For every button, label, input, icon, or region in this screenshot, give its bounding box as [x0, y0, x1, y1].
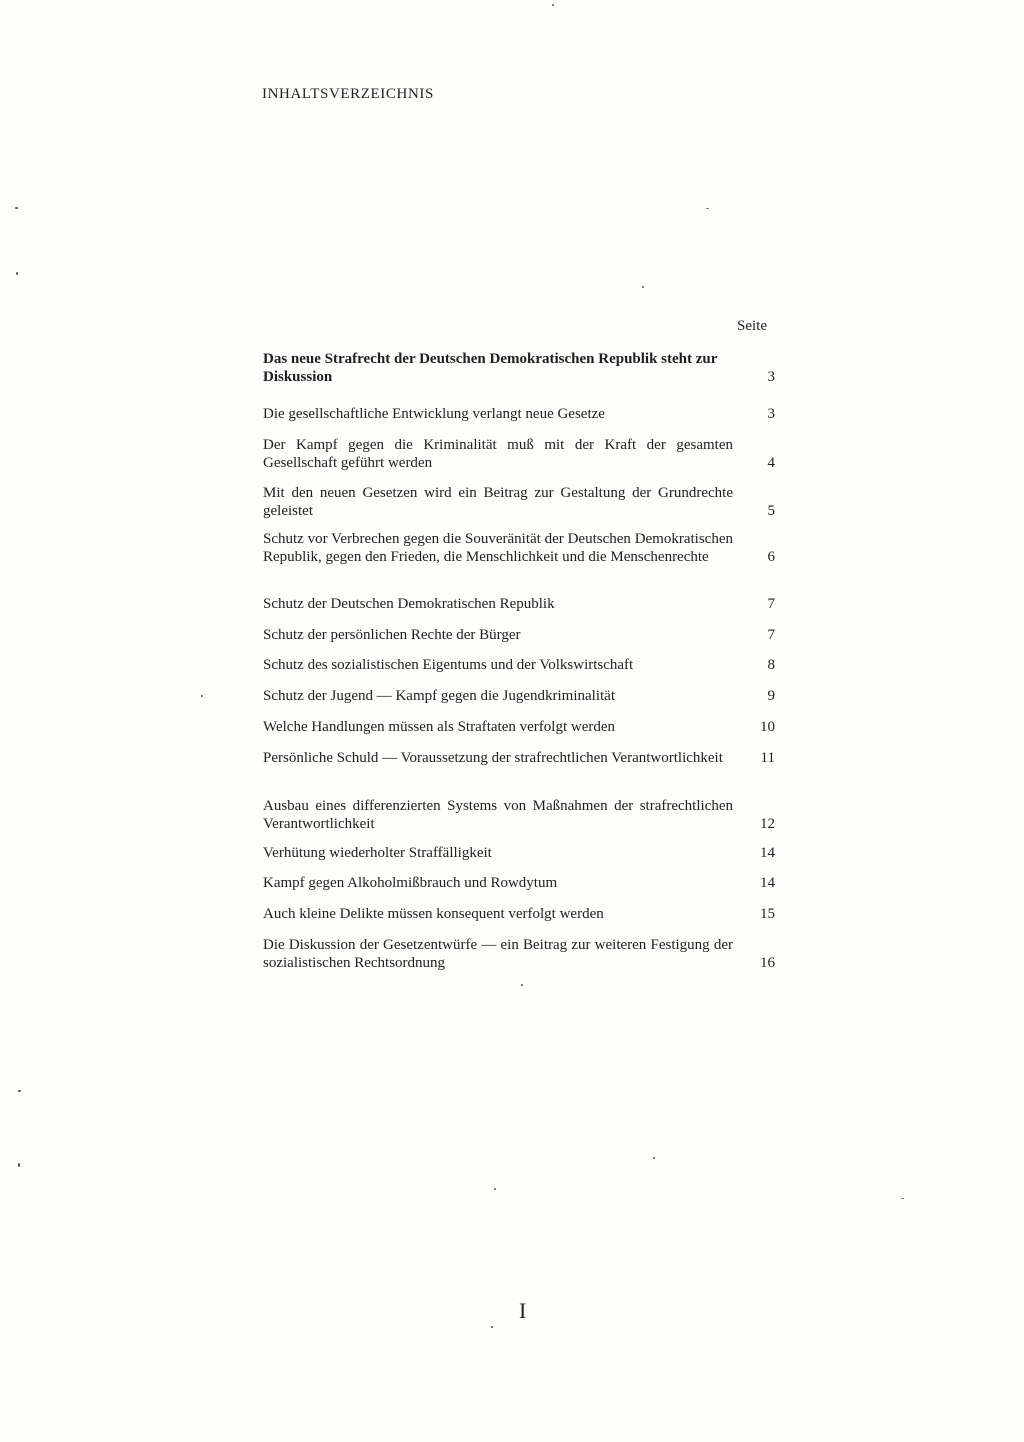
scan-speck [18, 1090, 21, 1092]
toc-entry-page: 10 [760, 719, 775, 735]
toc-entry-title: Mit den neuen Gesetzen wird ein Beitrag zur Gestaltung der Grundrechte geleistet [263, 485, 733, 519]
toc-entry [263, 905, 778, 923]
toc-entry-title: Persönliche Schuld — Voraussetzung der strafrechtlichen Verantwortlichkeit [263, 750, 723, 766]
toc-entry-title: Ausbau eines differenzierten Systems von Maßnahmen der strafrechtlichen Verantwortlichkeit [263, 798, 733, 832]
scan-speck [552, 4, 554, 6]
page-number: I [519, 1298, 527, 1323]
toc-entry-page: 16 [760, 955, 775, 971]
toc-entry [263, 874, 778, 892]
toc-entry-title: Schutz des sozialistischen Eigentums und der Volkswirtschaft [263, 657, 634, 673]
toc-entry-title: Schutz vor Verbrechen gegen die Souveränität der Deutschen Demokratischen Republik, gegen den Frieden, die Menschlichkeit und die Menschenrechte [263, 531, 733, 565]
toc-entry-page: 14 [760, 845, 775, 861]
toc-entry-title: Schutz der Jugend — Kampf gegen die Jugendkriminalität [263, 688, 615, 704]
toc-entry [263, 687, 778, 705]
scan-speck [653, 1157, 655, 1159]
toc-entry-title: Auch kleine Delikte müssen konsequent verfolgt werden [263, 906, 604, 922]
page-column-label: Seite [737, 318, 767, 334]
toc-entry-page: 12 [760, 816, 775, 832]
toc-entry [263, 484, 778, 520]
toc-entry-page: 8 [767, 657, 775, 673]
toc-entry [263, 530, 778, 566]
toc-entry-page: 7 [767, 596, 775, 612]
toc-entry-title: Der Kampf gegen die Kriminalität muß mit der Kraft der gesamten Gesellschaft geführt werden [263, 437, 733, 471]
toc-entry-page: 14 [760, 875, 775, 891]
toc-entry-title: Welche Handlungen müssen als Straftaten verfolgt werden [263, 719, 616, 735]
toc-entry-title: Das neue Strafrecht der Deutschen Demokratischen Republik steht zur Diskussion [263, 351, 718, 385]
toc-entry [263, 626, 778, 644]
toc-entry-title: Verhütung wiederholter Straffälligkeit [263, 845, 492, 861]
toc-entry-title: Schutz der Deutschen Demokratischen Republik [263, 596, 555, 612]
scan-speck [15, 207, 18, 209]
toc-entry [263, 718, 778, 736]
toc-entry-page: 9 [767, 688, 775, 704]
toc-entry [263, 797, 778, 833]
scan-speck [491, 1326, 493, 1328]
scan-speck [521, 984, 523, 986]
scan-speck [706, 208, 709, 209]
toc-entry-page: 5 [767, 503, 775, 519]
toc-entry [263, 350, 778, 386]
toc-entry-page: 15 [760, 906, 775, 922]
toc-entry-page: 6 [767, 549, 775, 565]
toc-entry [263, 656, 778, 674]
toc-entry-title: Schutz der persönlichen Rechte der Bürger [263, 627, 521, 643]
scan-speck [16, 272, 18, 275]
toc-entry-title: Die gesellschaftliche Entwicklung verlangt neue Gesetze [263, 406, 605, 422]
scan-speck [18, 1163, 20, 1167]
toc-entry-page: 7 [767, 627, 775, 643]
toc-entry-title: Kampf gegen Alkoholmißbrauch und Rowdytum [263, 875, 558, 891]
toc-entry-page: 3 [767, 406, 775, 422]
toc-entry [263, 405, 778, 423]
toc-entry [263, 436, 778, 472]
toc-entry-title: Die Diskussion der Gesetzentwürfe — ein Beitrag zur weiteren Festigung der sozialistischen Rechtsordnung [263, 937, 733, 971]
toc-entry [263, 936, 778, 972]
toc-entry [263, 844, 778, 862]
toc-entry-page: 3 [767, 369, 775, 385]
toc-entry-page: 4 [767, 455, 775, 471]
scan-speck [901, 1198, 904, 1199]
toc-entry-page: 11 [760, 750, 775, 766]
scan-speck [201, 695, 203, 697]
scan-speck [642, 286, 644, 288]
toc-entry [263, 595, 778, 613]
toc-heading: INHALTSVERZEICHNIS [262, 86, 434, 102]
toc-entry [263, 749, 778, 767]
scan-speck [494, 1188, 496, 1190]
